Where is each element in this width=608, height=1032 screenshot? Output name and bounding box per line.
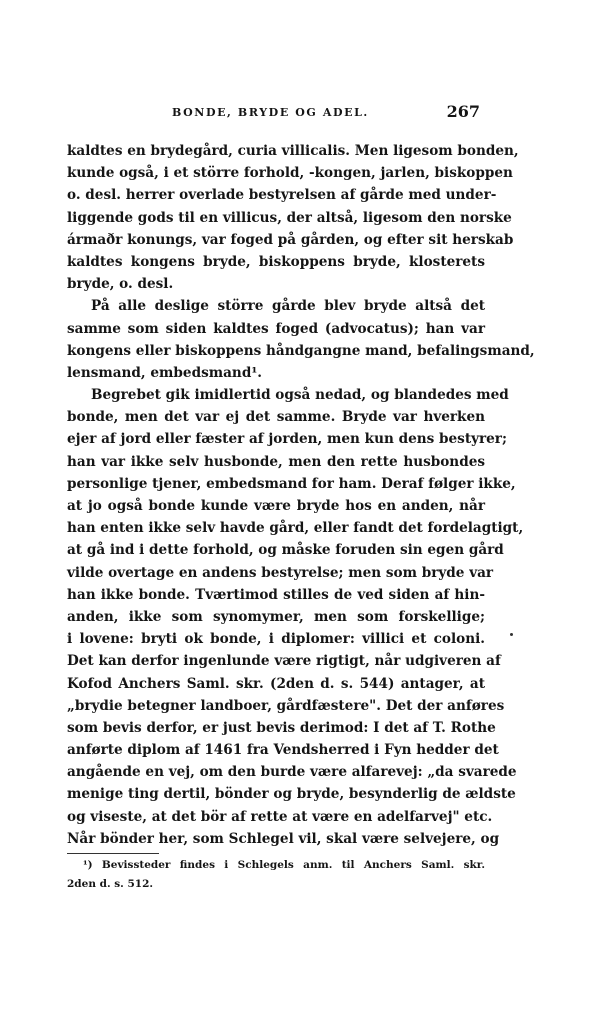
body-line: samme som siden kaldtes foged (advocatus); han var	[67, 320, 485, 337]
footnote-line: 2den d. s. 512.	[67, 878, 154, 890]
body-line: menige ting dertil, bönder og bryde, besynderlig de ældste	[67, 786, 516, 803]
body-line: bonde, men det var ej det samme. Bryde var hverken	[67, 409, 485, 426]
body-line: han var ikke selv husbonde, men den rette husbondes	[67, 453, 485, 470]
footnote-divider	[67, 853, 159, 854]
body-line: anførte diplom af 1461 fra Vendsherred i Fyn hedder det	[67, 742, 499, 759]
body-line: kongens eller biskoppens håndgangne mand, befalingsmand,	[67, 342, 535, 359]
body-line: at gå ind i dette forhold, og måske foruden sin egen gård	[67, 542, 504, 559]
body-line: Begrebet gik imidlertid også nedad, og blandedes med	[91, 387, 509, 404]
body-line: Det kan derfor ingenlunde være rigtigt, når udgiveren af	[67, 653, 501, 670]
body-line: På alle deslige större gårde blev bryde altså det	[91, 298, 485, 315]
running-title: BONDE, BRYDE OG ADEL.	[172, 106, 369, 119]
body-line: bryde, o. desl.	[67, 276, 174, 293]
body-line: at jo også bonde kunde være bryde hos en anden, når	[67, 498, 485, 514]
body-line: lensmand, embedsmand¹.	[67, 364, 263, 381]
body-line: kaldtes en brydegård, curia villicalis. Men ligesom bonden,	[67, 143, 519, 159]
margin-mark	[510, 633, 513, 636]
body-line: kaldtes kongens bryde, biskoppens bryde, klosterets	[67, 253, 485, 270]
running-head	[150, 104, 480, 124]
body-line: ármaðr konungs, var foged på gården, og efter sit herskab	[67, 231, 514, 248]
page-number: 267	[446, 102, 480, 121]
body-text	[67, 140, 535, 850]
body-line: kunde også, i et större forhold, ‑kongen, jarlen, biskoppen	[67, 165, 513, 182]
body-line: Kofod Anchers Saml. skr. (2den d. s. 544) antager, at	[67, 675, 485, 692]
body-line: liggende gods til en villicus, der altså, ligesom den norske	[67, 209, 512, 226]
footnotes	[67, 856, 485, 894]
body-line: personlige tjener, embedsmand for ham. Deraf følger ikke,	[67, 475, 516, 492]
body-line: o. desl. herrer overlade bestyrelsen af gårde med under-	[67, 187, 497, 204]
body-line: han enten ikke selv havde gård, eller fandt det fordelagtigt,	[67, 520, 524, 537]
body-line: angående en vej, om den burde være alfarevej: „da svarede	[67, 764, 517, 781]
body-line: vilde overtage en andens bestyrelse; men som bryde var	[67, 564, 494, 581]
body-line: anden, ikke som synomymer, men som forskellige;	[67, 608, 485, 625]
body-line: som bevis derfor, er just bevis derimod: I det af T. Rothe	[67, 719, 496, 736]
body-line: ejer af jord eller fæster af jorden, men kun dens bestyrer;	[67, 431, 507, 448]
body-line: og viseste, at det bör af rette at være en adelfarvej" etc.	[67, 808, 493, 825]
body-line: „brydie betegner landboer, gårdfæstere". Det der anføres	[67, 697, 505, 714]
body-line: han ikke bonde. Tværtimod stilles de ved siden af hin-	[67, 586, 485, 603]
footnote-line: ¹) Bevissteder findes i Schlegels anm. til Anchers Saml. skr.	[83, 859, 485, 871]
body-line: i lovene: bryti ok bonde, i diplomer: villici et coloni.	[67, 631, 485, 648]
body-line: Når bönder her, som Schlegel vil, skal være selvejere, og	[67, 830, 500, 847]
